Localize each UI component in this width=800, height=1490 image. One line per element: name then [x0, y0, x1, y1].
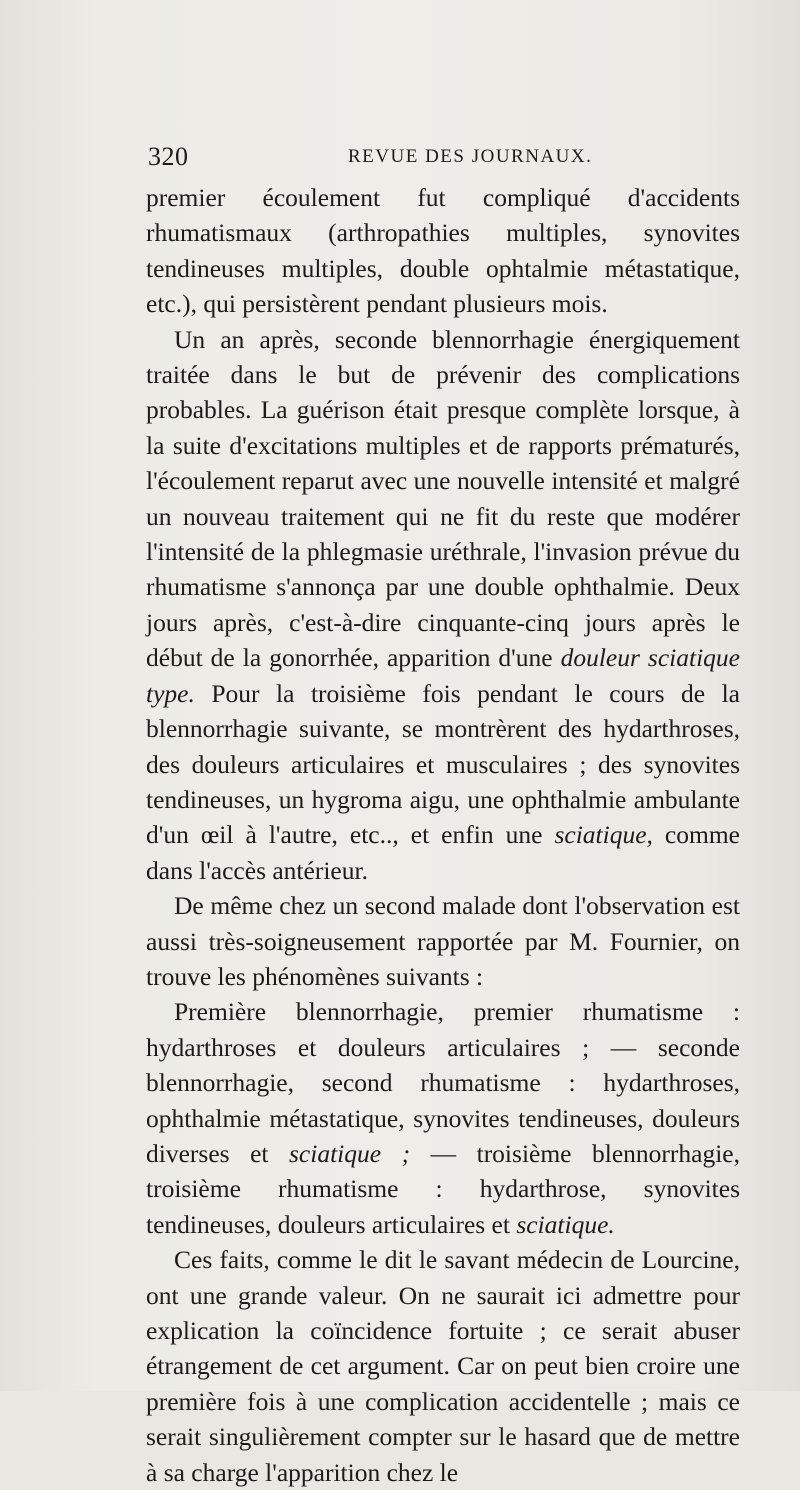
- paragraph-4: [146, 994, 740, 1242]
- running-head: REVUE DES JOURNAUX.: [348, 146, 593, 167]
- text-run: Pour la troisième fois pendant le cours de la blennorrhagie suivante, se montrèrent des hydarthroses, des douleurs articulaires et musculaires ; des synovites tendineuses, un hygroma aigu, une ophthalmie ambulante d'un œil à l'autre, etc.., et enfin une: [146, 678, 740, 850]
- text-run: Ces faits, comme le dit le savant médecin de Lourcine, ont une grande valeur. On ne saurait ici admettre pour explication la coïncidence fortuite ; ce serait abuser étrangement de cet argument. Car on peut bien croire une première fois à une complication accidentelle ; mais ce serait singulièrement compter sur le hasard que de mettre à sa charge l'apparition chez le: [146, 1245, 740, 1487]
- paragraph-5: [146, 1242, 740, 1490]
- body-text: [146, 180, 740, 1490]
- text-run: Un an après, seconde blennorrhagie énergiquement traitée dans le but de prévenir des complications probables. La guérison était presque complète lorsque, à la suite d'excitations multiples et de rapports prématurés, l'écoulement reparut avec une nouvelle intensité et malgré un nouveau traitement qui ne fit du reste que modérer l'intensité de la phlegmasie uréthrale, l'invasion prévue du rhumatisme s'annonça par une double ophthalmie. Deux jours après, c'est-à-dire cinquante-cinq jours après le début de la gonorrhée, apparition d'une: [146, 324, 740, 673]
- text-run: Première blennorrhagie, premier rhumatisme : hydarthroses et douleurs articulaires ; — seconde blennorrhagie, second rhumatisme : hydarthroses, ophthalmie métastatique, synovites tendineuses, douleurs diverses et: [146, 997, 740, 1168]
- text-run: — troisième blennorrhagie, troisième rhumatisme : hydarthrose, synovites tendineuses, douleurs articulaires et: [146, 1138, 740, 1239]
- text-run: comme dans l'accès antérieur.: [146, 820, 740, 885]
- page-number: 320: [148, 142, 189, 171]
- paragraph-1: [146, 180, 740, 322]
- text-run: De même chez un second malade dont l'observation est aussi très-soigneusement rapportée par M. Fournier, on trouve les phénomènes suivants :: [146, 891, 740, 991]
- italic-term: sciatique ;: [289, 1138, 411, 1168]
- paragraph-2: [146, 322, 740, 889]
- text-run: premier écoulement fut compliqué d'accidents rhumatismaux (arthropathies multiples, synovites tendineuses multiples, double ophtalmie métastatique, etc.), qui persistèrent pendant plusieurs mois.: [146, 183, 740, 319]
- page-header: [148, 142, 738, 178]
- italic-term: sciatique,: [554, 820, 653, 850]
- paragraph-3: [146, 888, 740, 994]
- italic-term: sciatique.: [516, 1209, 615, 1239]
- italic-term: douleur sciatique type.: [146, 643, 740, 708]
